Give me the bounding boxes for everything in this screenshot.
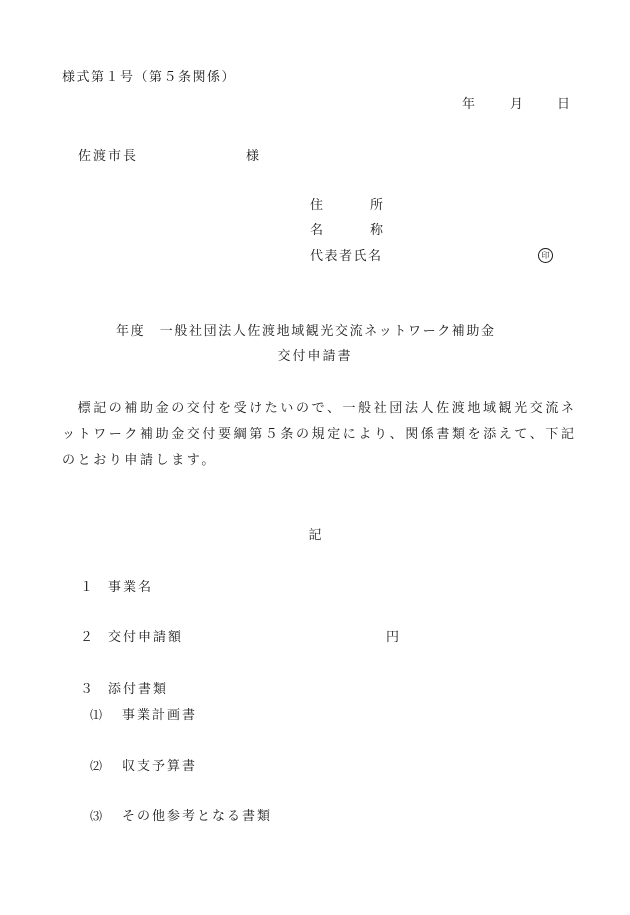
attachment-budget: 収支予算書 — [122, 759, 198, 774]
date-month-label: 月 — [510, 97, 524, 112]
body-text-line-1: 標記の補助金の交付を受けたいので、一般社団法人佐渡地域観光交流ネ — [62, 401, 577, 416]
item-project-name-label: 事業名 — [108, 580, 154, 595]
attachment-number: ⑵ — [90, 759, 103, 773]
seal-icon: 印 — [538, 248, 553, 263]
note-heading: 記 — [308, 528, 322, 543]
representative-name-label: 代表者氏名 — [310, 249, 383, 264]
attachment-number: ⑶ — [90, 809, 103, 823]
document-title-line-1: 年度 一般社団法人佐渡地域観光交流ネットワーク補助金 — [116, 324, 496, 339]
item-number: ２ — [80, 630, 94, 645]
form-number: 様式第１号（第５条関係） — [62, 70, 237, 85]
currency-unit-label: 円 — [386, 630, 400, 645]
addressee-honorific: 様 — [246, 149, 260, 164]
address-label-char-2: 所 — [370, 198, 384, 213]
name-label-char-1: 名 — [310, 223, 324, 238]
body-text-line-3: のとおり申請します。 — [62, 453, 217, 468]
date-day-label: 日 — [557, 97, 571, 112]
item-number: １ — [80, 580, 94, 595]
addressee-name: 佐渡市長 — [78, 149, 139, 164]
item-requested-amount-label: 交付申請額 — [108, 630, 184, 645]
attachment-number: ⑴ — [90, 708, 103, 722]
date-year-label: 年 — [462, 97, 476, 112]
name-label-char-2: 称 — [370, 223, 384, 238]
document-title-line-2: 交付申請書 — [277, 349, 353, 364]
item-attachments-label: 添付書類 — [108, 682, 169, 697]
address-label-char-1: 住 — [310, 198, 324, 213]
attachment-project-plan: 事業計画書 — [122, 708, 198, 723]
item-number: ３ — [80, 682, 94, 697]
attachment-other-reference: その他参考となる書類 — [122, 809, 273, 824]
body-text-line-2: ットワーク補助金交付要綱第５条の規定により、関係書類を添えて、下記 — [62, 427, 577, 442]
